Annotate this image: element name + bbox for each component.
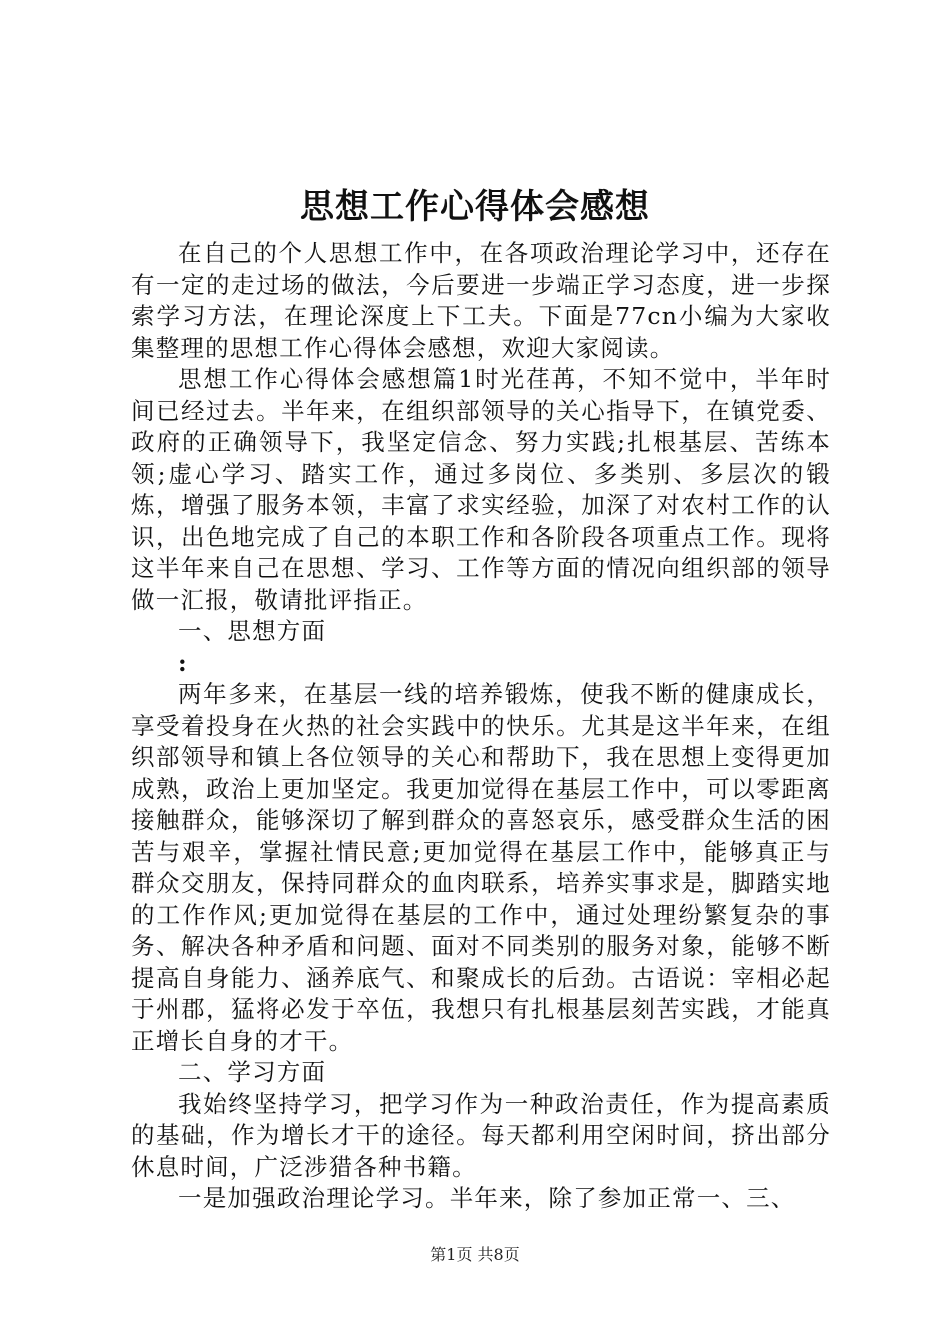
- section-heading: 一、思想方面: [178, 617, 327, 645]
- colon-line: :: [178, 648, 188, 677]
- intro-paragraph: 在自己的个人思想工作中，在各项政治理论学习中，还存在有一定的走过场的做法，今后要进一步端正学习态度，进一步探索学习方法，在理论深度上下工夫。下面是77cn小编为大家收集整理的思想工作心得体会感想，欢迎大家阅读。: [131, 239, 831, 362]
- section-heading: 二、学习方面: [178, 1058, 327, 1086]
- body-paragraph: 一是加强政治理论学习。半年来，除了参加正常一、三、: [178, 1184, 796, 1212]
- document-body: [131, 238, 831, 1215]
- body-paragraph: 我始终坚持学习，把学习作为一种政治责任，作为提高素质的基础，作为增长才干的途径。每天都利用空闲时间，挤出部分休息时间，广泛涉猎各种书籍。: [131, 1089, 831, 1181]
- document-title: 思想工作心得体会感想: [300, 187, 650, 227]
- body-paragraph: 两年多来，在基层一线的培养锻炼，使我不断的健康成长，享受着投身在火热的社会实践中的快乐。尤其是这半年来，在组织部领导和镇上各位领导的关心和帮助下，我在思想上变得更加成熟，政治上更加坚定。我更加觉得在基层工作中，可以零距离接触群众，能够深切了解到群众的喜怒哀乐，感受群众生活的困苦与艰辛，掌握社情民意;更加觉得在基层工作中，能够真正与群众交朋友，保持同群众的血肉联系，培养实事求是，脚踏实地的工作作风;更加觉得在基层的工作中，通过处理纷繁复杂的事务、解决各种矛盾和问题、面对不同类别的服务对象，能够不断提高自身能力、涵养底气、和聚成长的后劲。古语说：宰相必起于州郡，猛将必发于卒伍，我想只有扎根基层刻苦实践，才能真正增长自身的才干。: [131, 680, 831, 1055]
- page-number-footer: 第1页 共8页: [430, 1245, 520, 1264]
- body-paragraph: 思想工作心得体会感想篇1时光荏苒，不知不觉中，半年时间已经过去。半年来，在组织部领导的关心指导下，在镇党委、政府的正确领导下，我坚定信念、努力实践;扎根基层、苦练本领;虚心学习、踏实工作，通过多岗位、多类别、多层次的锻炼，增强了服务本领，丰富了求实经验，加深了对农村工作的认识，出色地完成了自己的本职工作和各阶段各项重点工作。现将这半年来自己在思想、学习、工作等方面的情况向组织部的领导做一汇报，敬请批评指正。: [131, 365, 831, 614]
